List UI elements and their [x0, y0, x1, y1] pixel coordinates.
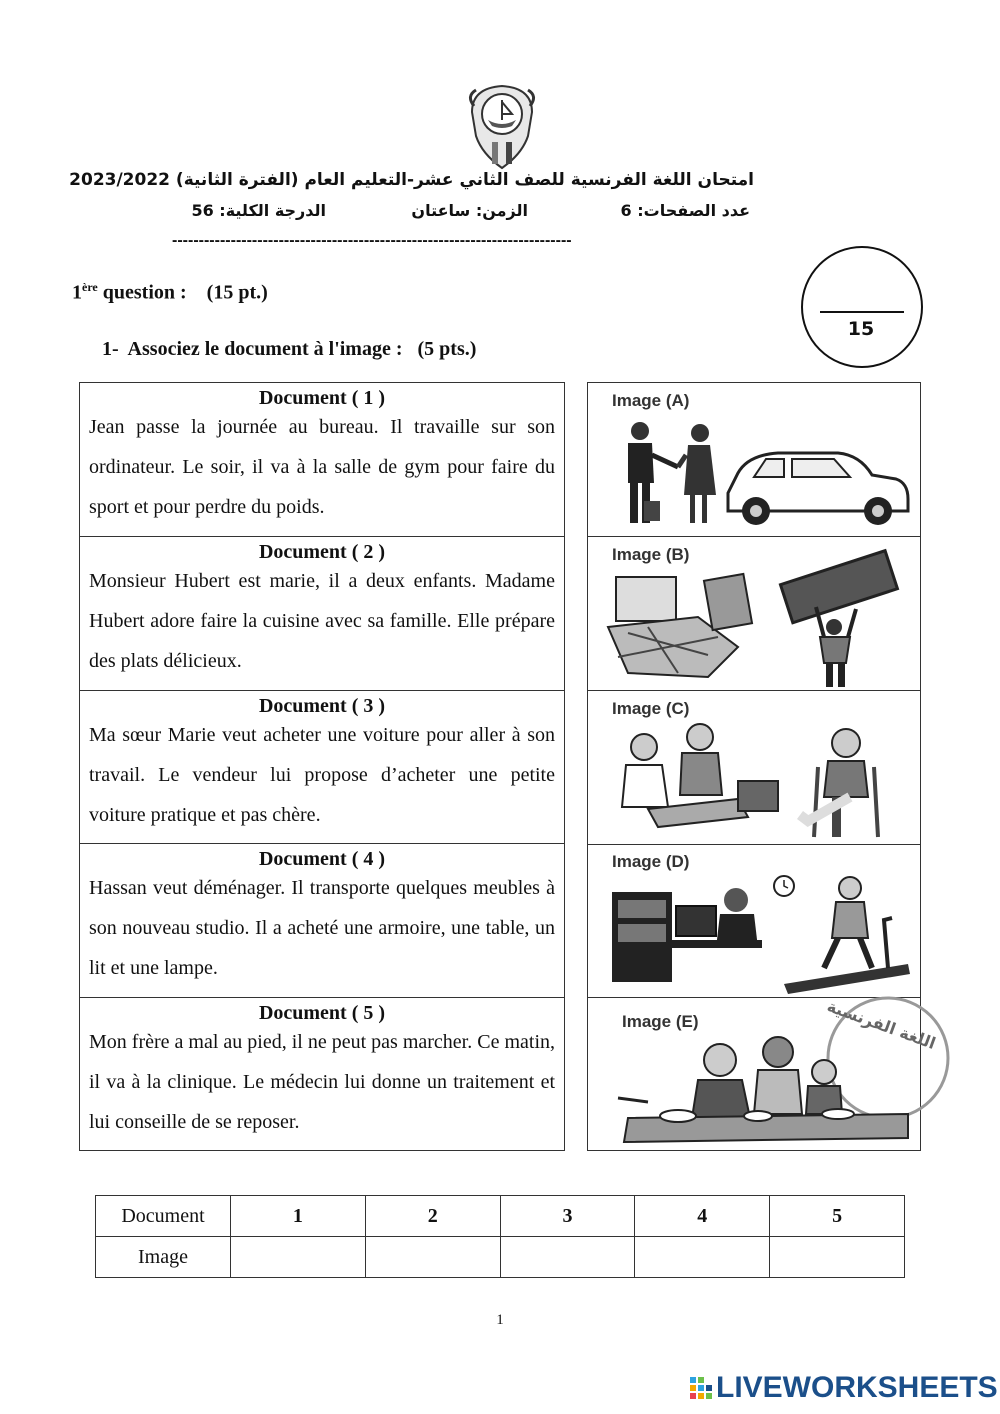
document-cell	[80, 537, 564, 691]
document-cell	[80, 844, 564, 998]
image-cell-a	[588, 383, 920, 537]
document-text: Hassan veut déménager. Il transporte quelques meubles à son nouveau studio. Il a acheté une armoire, une table, un lit et une lampe.	[89, 877, 555, 979]
header-separator: ---------------------------------------------------------------------------	[172, 232, 572, 249]
answer-input-cell-5[interactable]	[770, 1237, 905, 1278]
document-number-cell: 5	[770, 1196, 905, 1237]
answer-input-cell-1[interactable]	[231, 1237, 366, 1278]
question-ordinal: ère	[82, 280, 98, 294]
document-text: Mon frère a mal au pied, il ne peut pas marcher. Ce matin, il va à la clinique. Le médecin lui donne un traitement et lui conseille de se reposer.	[89, 1031, 555, 1133]
brand-text: LIVEWORKSHEETS	[716, 1371, 998, 1404]
liveworksheets-logo-icon	[690, 1375, 712, 1401]
document-cell	[80, 998, 564, 1149]
document-title: Document ( 5 )	[258, 1002, 386, 1024]
answer-input-cell-3[interactable]	[500, 1237, 635, 1278]
document-text: Monsieur Hubert est marie, il a deux enfants. Madame Hubert adore faire la cuisine avec sa famille. Elle prépare des plats délicieux.	[89, 570, 555, 672]
image-cell-e	[588, 996, 939, 1152]
document-text: Ma sœur Marie veut acheter une voiture pour aller à son travail. Le vendeur lui propose d’acheter une petite voiture pratique et pas chère.	[89, 724, 555, 826]
answer-input-cell-4[interactable]	[635, 1237, 770, 1278]
stamp-text: اللغة الفرنسية	[824, 996, 939, 1054]
exam-info	[180, 201, 750, 223]
image-label: Image (A)	[612, 391, 690, 410]
image-label: Image (B)	[612, 545, 690, 564]
exam-duration: الزمن: ساعتان	[411, 201, 528, 220]
images-column	[587, 382, 939, 1151]
clinic-illustration	[588, 691, 922, 845]
document-number-cell: 4	[635, 1196, 770, 1237]
image-label: Image (D)	[612, 852, 690, 871]
document-number-cell: 1	[231, 1196, 366, 1237]
document-cell	[80, 383, 564, 537]
document-title: Document ( 1 )	[258, 387, 386, 409]
moving-furniture-illustration	[588, 537, 922, 691]
image-cell-b	[588, 537, 920, 691]
documents-column	[79, 382, 565, 1151]
document-cell	[80, 691, 564, 844]
score-total: 15	[847, 318, 875, 340]
document-text: Jean passe la journée au bureau. Il travaille sur son ordinateur. Le soir, il va à la salle de gym pour faire du sport et pour perdre du poids.	[89, 416, 555, 518]
score-blank-line	[820, 311, 904, 313]
document-title: Document ( 4 )	[258, 848, 386, 870]
total-score: الدرجة الكلية: 56	[191, 201, 326, 220]
image-label: Image (E)	[622, 1012, 699, 1031]
answer-input-cell-2[interactable]	[365, 1237, 500, 1278]
image-cell-c	[588, 691, 920, 845]
row-header-document: Document	[96, 1196, 231, 1237]
question-label: question : (15 pt.)	[97, 281, 268, 304]
family-cooking-illustration	[588, 996, 939, 1152]
document-title: Document ( 2 )	[258, 541, 386, 563]
liveworksheets-brand[interactable]	[690, 1370, 998, 1406]
document-number-cell: 3	[500, 1196, 635, 1237]
score-circle	[801, 246, 923, 368]
table-row	[96, 1196, 905, 1237]
question-number: 1	[72, 281, 82, 304]
answer-table	[95, 1195, 905, 1278]
exercise-title: 1- Associez le document à l'image : (5 pts.)	[102, 338, 477, 360]
image-label: Image (C)	[612, 699, 690, 718]
document-number-cell: 2	[365, 1196, 500, 1237]
state-emblem-icon	[462, 82, 542, 172]
table-row	[96, 1237, 905, 1278]
page-number: 1	[496, 1312, 504, 1328]
office-gym-illustration	[588, 844, 922, 998]
document-title: Document ( 3 )	[258, 695, 386, 717]
image-cell-d	[588, 844, 920, 998]
pages-count: عدد الصفحات: 6	[620, 201, 750, 220]
question-title	[72, 280, 268, 305]
row-header-image: Image	[96, 1237, 231, 1278]
car-sale-illustration	[588, 383, 922, 537]
exam-title: امتحان اللغة الفرنسية للصف الثاني عشر-التعليم العام (الفترة الثانية) 2023/2022	[69, 170, 754, 190]
